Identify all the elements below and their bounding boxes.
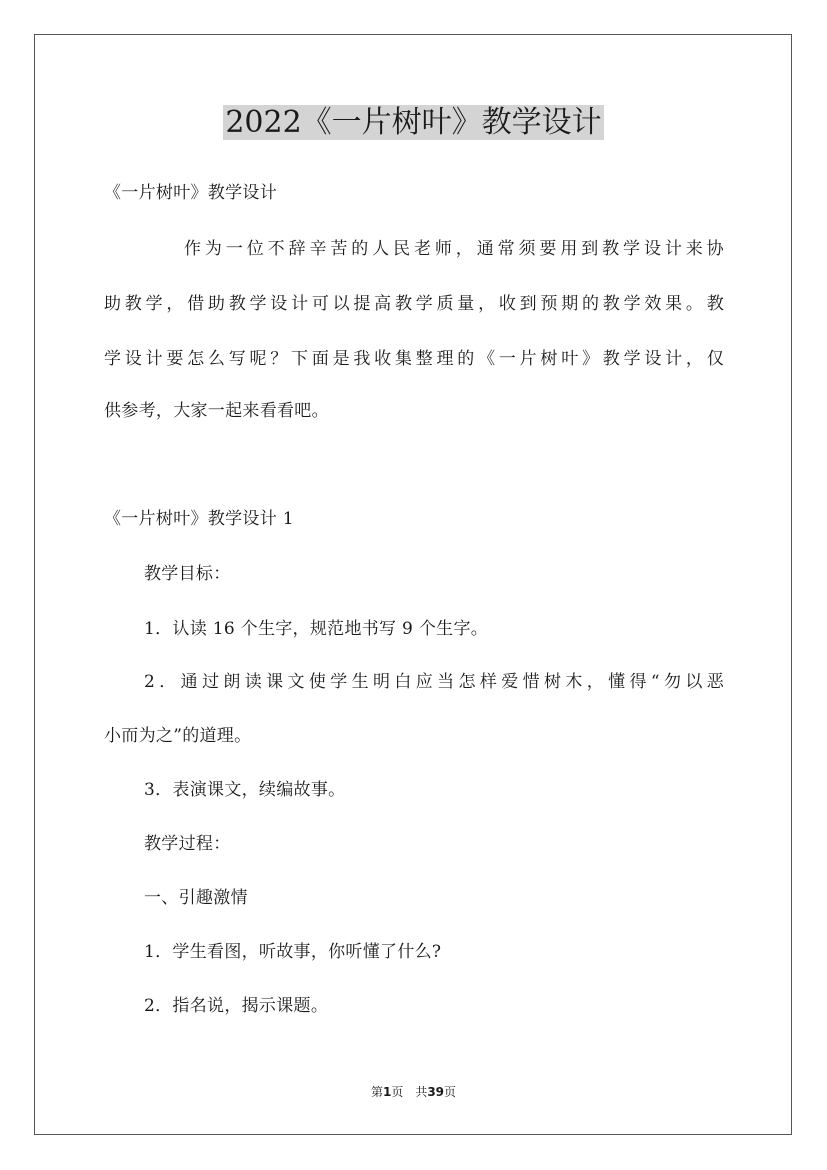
section-title: 《一片树叶》教学设计 1 <box>104 509 294 529</box>
goal-1: 1．认读 16 个生字，规范地书写 9 个生字。 <box>144 619 489 639</box>
footer-prefix: 第 <box>370 1085 383 1099</box>
footer-page-total: 39 <box>427 1085 445 1099</box>
goal-3: 3．表演课文，续编故事。 <box>144 780 346 800</box>
intro-line-1: 作为一位不辞辛苦的人民老师，通常须要用到教学设计来协 <box>184 239 724 259</box>
step-1-heading: 一、引趣激情 <box>144 888 248 908</box>
document-title-text: 2022《一片树叶》教学设计 <box>225 105 602 140</box>
goal-2-line-1: 2．通过朗读课文使学生明白应当怎样爱惜树木，懂得“勿以恶 <box>144 672 724 692</box>
intro-line-4: 供参考，大家一起来看看吧。 <box>104 401 329 421</box>
document-title <box>0 103 827 143</box>
footer-page-number: 1 <box>382 1085 392 1099</box>
step-1-item-1: 1．学生看图，听故事，你听懂了什么? <box>144 942 442 962</box>
document-subtitle: 《一片树叶》教学设计 <box>104 183 277 203</box>
step-1-item-2: 2．指名说，揭示课题。 <box>144 996 329 1016</box>
intro-line-3: 学设计要怎么写呢？下面是我收集整理的《一片树叶》教学设计，仅 <box>104 349 724 369</box>
footer-mid: 页 共 <box>391 1085 428 1099</box>
goals-heading: 教学目标： <box>144 564 231 584</box>
footer-suffix: 页 <box>444 1085 457 1099</box>
goal-2-line-2: 小而为之”的道理。 <box>104 726 252 746</box>
page-footer <box>0 1084 827 1100</box>
intro-line-2: 助教学，借助教学设计可以提高教学质量，收到预期的教学效果。教 <box>104 294 724 314</box>
process-heading: 教学过程： <box>144 834 231 854</box>
